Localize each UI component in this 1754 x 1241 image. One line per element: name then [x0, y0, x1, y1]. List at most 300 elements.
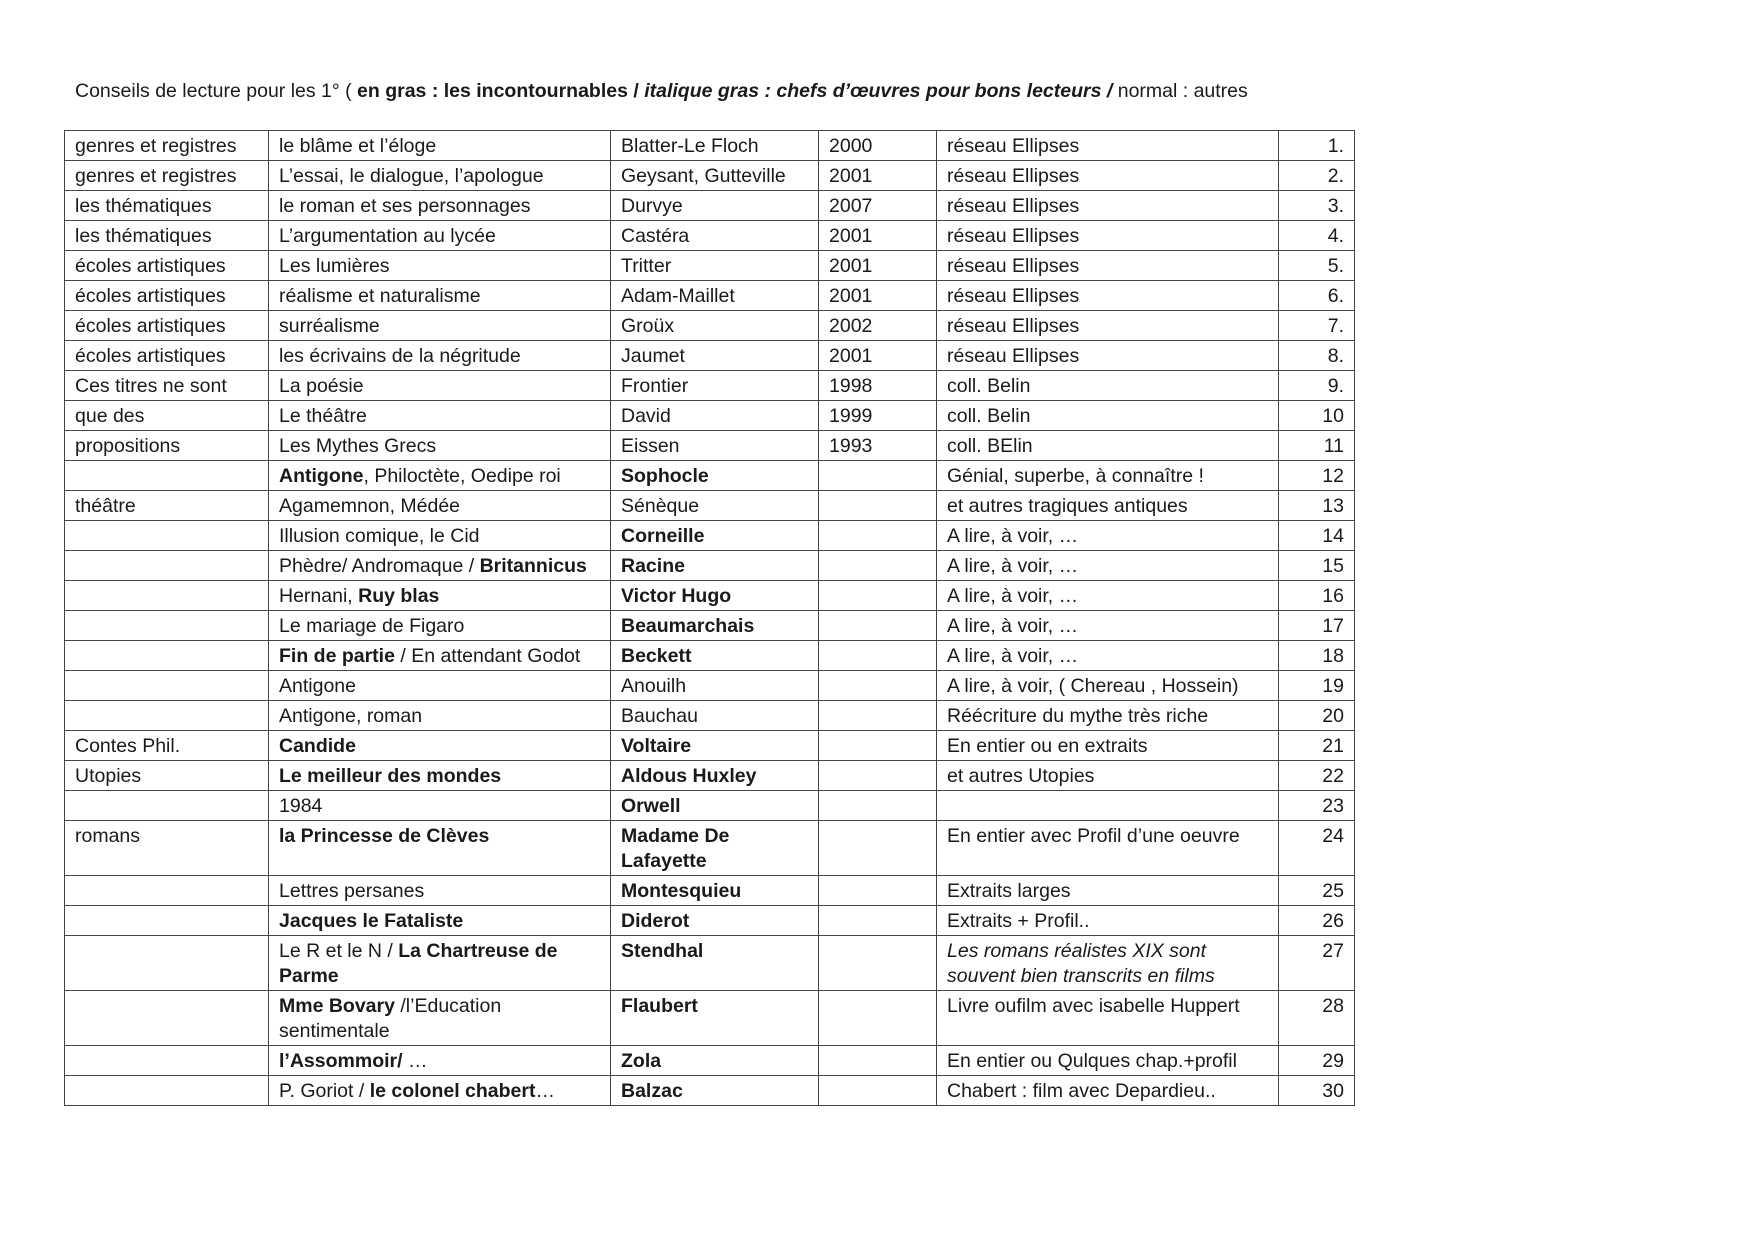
text-run: Candide: [279, 735, 356, 757]
year-cell: 2001: [819, 251, 937, 281]
note-cell: [937, 221, 1279, 251]
text-run: réseau Ellipses: [947, 315, 1080, 337]
title-cell: [269, 191, 611, 221]
title-cell: [269, 371, 611, 401]
author-cell: [611, 876, 819, 906]
text-run: Diderot: [621, 910, 690, 932]
title-cell: [269, 1076, 611, 1106]
text-run: le blâme et l’éloge: [279, 135, 437, 157]
title-cell: [269, 611, 611, 641]
title-cell: [269, 221, 611, 251]
author-cell: [611, 906, 819, 936]
author-cell: [611, 821, 819, 876]
note-cell: [937, 401, 1279, 431]
number-cell: 10: [1279, 401, 1355, 431]
table-row: [65, 491, 1355, 521]
table-row: [65, 461, 1355, 491]
text-run: Britannicus: [479, 555, 587, 577]
note-cell: [937, 611, 1279, 641]
text-run: Lettres persanes: [279, 880, 425, 902]
year-cell: 2007: [819, 191, 937, 221]
table-row: [65, 371, 1355, 401]
text-run: Blatter-Le Floch: [621, 135, 759, 157]
number-cell: 28: [1279, 991, 1355, 1046]
reading-list-table: [64, 130, 1355, 1106]
category-cell: romans: [65, 821, 269, 876]
number-cell: 15: [1279, 551, 1355, 581]
table-row: [65, 551, 1355, 581]
author-cell: [611, 281, 819, 311]
category-cell: [65, 1076, 269, 1106]
category-cell: [65, 906, 269, 936]
author-cell: [611, 791, 819, 821]
title-cell: [269, 641, 611, 671]
text-run: Adam-Maillet: [621, 285, 735, 307]
category-cell: [65, 461, 269, 491]
year-cell: 2001: [819, 341, 937, 371]
text-run: Jacques le Fataliste: [279, 910, 464, 932]
text-run: Agamemnon, Médée: [279, 495, 461, 517]
table-row: [65, 521, 1355, 551]
number-cell: 18: [1279, 641, 1355, 671]
number-cell: 7.: [1279, 311, 1355, 341]
table-row: [65, 401, 1355, 431]
number-cell: 19: [1279, 671, 1355, 701]
number-cell: 23: [1279, 791, 1355, 821]
text-run: A lire, à voir, …: [947, 615, 1079, 637]
text-run: et autres tragiques antiques: [947, 495, 1188, 517]
title-cell: [269, 791, 611, 821]
text-run: réseau Ellipses: [947, 195, 1080, 217]
note-cell: [937, 191, 1279, 221]
note-cell: [937, 876, 1279, 906]
text-run: /l’Education sentimentale: [279, 995, 502, 1042]
category-cell: écoles artistiques: [65, 341, 269, 371]
text-run: Montesquieu: [621, 880, 742, 902]
heading-intro: Conseils de lecture pour les 1° (: [75, 80, 358, 102]
year-cell: [819, 1046, 937, 1076]
category-cell: genres et registres: [65, 161, 269, 191]
year-cell: [819, 641, 937, 671]
table-row: [65, 1076, 1355, 1106]
number-cell: 4.: [1279, 221, 1355, 251]
text-run: le roman et ses personnages: [279, 195, 531, 217]
note-cell: [937, 671, 1279, 701]
year-cell: [819, 876, 937, 906]
table-row: [65, 701, 1355, 731]
text-run: réseau Ellipses: [947, 225, 1080, 247]
year-cell: 2000: [819, 131, 937, 161]
text-run: coll. BElin: [947, 435, 1033, 457]
table-row: [65, 131, 1355, 161]
note-cell: [937, 461, 1279, 491]
text-run: Geysant, Gutteville: [621, 165, 786, 187]
text-run: Ruy blas: [358, 585, 440, 607]
text-run: Balzac: [621, 1080, 683, 1102]
table-row: [65, 641, 1355, 671]
title-cell: [269, 821, 611, 876]
number-cell: 25: [1279, 876, 1355, 906]
text-run: Anouilh: [621, 675, 687, 697]
text-run: Zola: [621, 1050, 662, 1072]
author-cell: [611, 131, 819, 161]
title-cell: [269, 491, 611, 521]
text-run: …: [402, 1050, 428, 1072]
category-cell: que des: [65, 401, 269, 431]
author-cell: [611, 551, 819, 581]
note-cell: [937, 701, 1279, 731]
year-cell: 2001: [819, 161, 937, 191]
year-cell: [819, 821, 937, 876]
document-heading: [75, 80, 1248, 103]
note-cell: [937, 521, 1279, 551]
category-cell: [65, 1046, 269, 1076]
category-cell: les thématiques: [65, 191, 269, 221]
text-run: Tritter: [621, 255, 672, 277]
text-run: Beckett: [621, 645, 692, 667]
category-cell: [65, 701, 269, 731]
author-cell: [611, 1046, 819, 1076]
text-run: réseau Ellipses: [947, 285, 1080, 307]
note-cell: [937, 791, 1279, 821]
number-cell: 17: [1279, 611, 1355, 641]
text-run: Jaumet: [621, 345, 685, 367]
table-row: [65, 876, 1355, 906]
year-cell: [819, 611, 937, 641]
text-run: Castéra: [621, 225, 690, 247]
text-run: Antigone: [279, 675, 356, 697]
number-cell: 3.: [1279, 191, 1355, 221]
author-cell: [611, 761, 819, 791]
text-run: et autres Utopies: [947, 765, 1095, 787]
text-run: Groüx: [621, 315, 675, 337]
text-run: Stendhal: [621, 940, 704, 962]
text-run: Racine: [621, 555, 685, 577]
table-row: [65, 431, 1355, 461]
title-cell: [269, 131, 611, 161]
text-run: coll. Belin: [947, 405, 1031, 427]
title-cell: [269, 281, 611, 311]
text-run: David: [621, 405, 671, 427]
text-run: Les lumières: [279, 255, 390, 277]
text-run: Les Mythes Grecs: [279, 435, 437, 457]
text-run: Fin de partie: [279, 645, 395, 667]
author-cell: [611, 191, 819, 221]
number-cell: 13: [1279, 491, 1355, 521]
number-cell: 8.: [1279, 341, 1355, 371]
table-row: [65, 821, 1355, 876]
title-cell: [269, 876, 611, 906]
author-cell: [611, 161, 819, 191]
title-cell: [269, 551, 611, 581]
table-row: [65, 731, 1355, 761]
table-row: [65, 221, 1355, 251]
category-cell: [65, 991, 269, 1046]
text-run: Phèdre/ Andromaque /: [279, 555, 480, 577]
category-cell: écoles artistiques: [65, 281, 269, 311]
text-run: Le R et le N /: [279, 940, 399, 962]
number-cell: 14: [1279, 521, 1355, 551]
category-cell: théâtre: [65, 491, 269, 521]
title-cell: [269, 671, 611, 701]
year-cell: [819, 491, 937, 521]
text-run: Réécriture du mythe très riche: [947, 705, 1209, 727]
text-run: réseau Ellipses: [947, 345, 1080, 367]
note-cell: [937, 1046, 1279, 1076]
note-cell: [937, 581, 1279, 611]
number-cell: 21: [1279, 731, 1355, 761]
table-row: [65, 191, 1355, 221]
note-cell: [937, 991, 1279, 1046]
author-cell: [611, 936, 819, 991]
note-cell: [937, 341, 1279, 371]
text-run: En entier ou en extraits: [947, 735, 1148, 757]
author-cell: [611, 1076, 819, 1106]
year-cell: [819, 791, 937, 821]
text-run: Voltaire: [621, 735, 692, 757]
note-cell: [937, 936, 1279, 991]
year-cell: [819, 761, 937, 791]
title-cell: [269, 731, 611, 761]
number-cell: 30: [1279, 1076, 1355, 1106]
text-run: Aldous Huxley: [621, 765, 757, 787]
year-cell: [819, 461, 937, 491]
text-run: réseau Ellipses: [947, 255, 1080, 277]
table-row: [65, 906, 1355, 936]
title-cell: [269, 461, 611, 491]
text-run: Chabert : film avec Depardieu..: [947, 1080, 1216, 1102]
table-row: [65, 161, 1355, 191]
text-run: Hernani,: [279, 585, 359, 607]
text-run: réalisme et naturalisme: [279, 285, 481, 307]
title-cell: [269, 906, 611, 936]
text-run: Corneille: [621, 525, 705, 547]
number-cell: 11: [1279, 431, 1355, 461]
number-cell: 27: [1279, 936, 1355, 991]
number-cell: 24: [1279, 821, 1355, 876]
text-run: Bauchau: [621, 705, 698, 727]
year-cell: [819, 581, 937, 611]
table-row: [65, 281, 1355, 311]
category-cell: les thématiques: [65, 221, 269, 251]
text-run: Antigone: [279, 465, 364, 487]
author-cell: [611, 401, 819, 431]
author-cell: [611, 991, 819, 1046]
number-cell: 9.: [1279, 371, 1355, 401]
number-cell: 5.: [1279, 251, 1355, 281]
year-cell: 2001: [819, 281, 937, 311]
year-cell: 2002: [819, 311, 937, 341]
number-cell: 29: [1279, 1046, 1355, 1076]
text-run: l’Assommoir/: [279, 1050, 403, 1072]
author-cell: [611, 491, 819, 521]
author-cell: [611, 611, 819, 641]
text-run: réseau Ellipses: [947, 135, 1080, 157]
author-cell: [611, 641, 819, 671]
category-cell: Ces titres ne sont: [65, 371, 269, 401]
year-cell: [819, 1076, 937, 1106]
author-cell: [611, 371, 819, 401]
note-cell: [937, 281, 1279, 311]
title-cell: [269, 311, 611, 341]
text-run: Victor Hugo: [621, 585, 732, 607]
author-cell: [611, 731, 819, 761]
text-run: Génial, superbe, à connaître !: [947, 465, 1204, 487]
heading-bolditalic-legend: italique gras : chefs d’œuvres pour bons lecteurs /: [644, 80, 1118, 102]
note-cell: [937, 431, 1279, 461]
author-cell: [611, 521, 819, 551]
title-cell: [269, 581, 611, 611]
table-row: [65, 581, 1355, 611]
author-cell: [611, 431, 819, 461]
title-cell: [269, 761, 611, 791]
text-run: A lire, à voir, …: [947, 645, 1079, 667]
text-run: Le mariage de Figaro: [279, 615, 465, 637]
text-run: A lire, à voir, …: [947, 525, 1079, 547]
year-cell: [819, 991, 937, 1046]
author-cell: [611, 461, 819, 491]
title-cell: [269, 991, 611, 1046]
title-cell: [269, 341, 611, 371]
text-run: / En attendant Godot: [394, 645, 581, 667]
text-run: En entier ou Qulques chap.+profil: [947, 1050, 1237, 1072]
text-run: A lire, à voir, ( Chereau , Hossein): [947, 675, 1239, 697]
text-run: La Chartreuse de Parme: [279, 940, 558, 987]
author-cell: [611, 581, 819, 611]
text-run: les écrivains de la négritude: [279, 345, 521, 367]
year-cell: [819, 936, 937, 991]
author-cell: [611, 311, 819, 341]
text-run: L’argumentation au lycée: [279, 225, 496, 247]
text-run: Illusion comique, le Cid: [279, 525, 480, 547]
text-run: Flaubert: [621, 995, 698, 1017]
category-cell: [65, 611, 269, 641]
category-cell: [65, 551, 269, 581]
year-cell: [819, 906, 937, 936]
note-cell: [937, 731, 1279, 761]
category-cell: [65, 521, 269, 551]
category-cell: propositions: [65, 431, 269, 461]
note-cell: [937, 371, 1279, 401]
text-run: Extraits + Profil..: [947, 910, 1090, 932]
title-cell: [269, 521, 611, 551]
category-cell: [65, 581, 269, 611]
text-run: surréalisme: [279, 315, 380, 337]
table-row: [65, 791, 1355, 821]
text-run: 1984: [279, 795, 323, 817]
category-cell: [65, 791, 269, 821]
text-run: A lire, à voir, …: [947, 555, 1079, 577]
author-cell: [611, 341, 819, 371]
author-cell: [611, 221, 819, 251]
text-run: Beaumarchais: [621, 615, 755, 637]
year-cell: [819, 521, 937, 551]
note-cell: [937, 251, 1279, 281]
note-cell: [937, 761, 1279, 791]
title-cell: [269, 161, 611, 191]
table-row: [65, 251, 1355, 281]
note-cell: [937, 311, 1279, 341]
note-cell: [937, 1076, 1279, 1106]
note-cell: [937, 906, 1279, 936]
text-run: Livre oufilm avec isabelle Huppert: [947, 995, 1240, 1017]
text-run: Durvye: [621, 195, 683, 217]
category-cell: genres et registres: [65, 131, 269, 161]
text-run: Extraits larges: [947, 880, 1071, 902]
table-row: [65, 936, 1355, 991]
category-cell: [65, 936, 269, 991]
text-run: En entier avec Profil d’une oeuvre: [947, 825, 1240, 847]
table-row: [65, 671, 1355, 701]
number-cell: 26: [1279, 906, 1355, 936]
text-run: Sophocle: [621, 465, 709, 487]
number-cell: 12: [1279, 461, 1355, 491]
note-cell: [937, 491, 1279, 521]
category-cell: écoles artistiques: [65, 251, 269, 281]
text-run: …: [535, 1080, 555, 1102]
text-run: Mme Bovary: [279, 995, 395, 1017]
author-cell: [611, 701, 819, 731]
note-cell: [937, 641, 1279, 671]
number-cell: 20: [1279, 701, 1355, 731]
table-row: [65, 991, 1355, 1046]
text-run: réseau Ellipses: [947, 165, 1080, 187]
category-cell: [65, 671, 269, 701]
year-cell: 2001: [819, 221, 937, 251]
text-run: P. Goriot /: [279, 1080, 370, 1102]
text-run: Sénèque: [621, 495, 700, 517]
text-run: Eissen: [621, 435, 680, 457]
heading-normal-legend: normal : autres: [1117, 80, 1248, 102]
title-cell: [269, 431, 611, 461]
text-run: Les romans réalistes XIX sont souvent bien transcrits en films: [947, 940, 1215, 987]
year-cell: 1999: [819, 401, 937, 431]
category-cell: écoles artistiques: [65, 311, 269, 341]
heading-bold-legend: en gras : les incontournables /: [357, 80, 645, 102]
year-cell: [819, 551, 937, 581]
category-cell: [65, 876, 269, 906]
table-row: [65, 611, 1355, 641]
text-run: , Philoctète, Oedipe roi: [363, 465, 561, 487]
table-row: [65, 761, 1355, 791]
number-cell: 22: [1279, 761, 1355, 791]
note-cell: [937, 131, 1279, 161]
title-cell: [269, 1046, 611, 1076]
year-cell: [819, 731, 937, 761]
category-cell: Contes Phil.: [65, 731, 269, 761]
text-run: Le meilleur des mondes: [279, 765, 502, 787]
note-cell: [937, 821, 1279, 876]
table-row: [65, 311, 1355, 341]
text-run: Orwell: [621, 795, 681, 817]
text-run: L’essai, le dialogue, l’apologue: [279, 165, 544, 187]
table-row: [65, 1046, 1355, 1076]
text-run: A lire, à voir, …: [947, 585, 1079, 607]
text-run: La poésie: [279, 375, 364, 397]
note-cell: [937, 551, 1279, 581]
text-run: la Princesse de Clèves: [279, 825, 490, 847]
year-cell: 1993: [819, 431, 937, 461]
author-cell: [611, 251, 819, 281]
text-run: Antigone, roman: [279, 705, 423, 727]
text-run: Le théâtre: [279, 405, 367, 427]
number-cell: 6.: [1279, 281, 1355, 311]
number-cell: 1.: [1279, 131, 1355, 161]
category-cell: [65, 641, 269, 671]
title-cell: [269, 401, 611, 431]
title-cell: [269, 936, 611, 991]
text-run: coll. Belin: [947, 375, 1031, 397]
